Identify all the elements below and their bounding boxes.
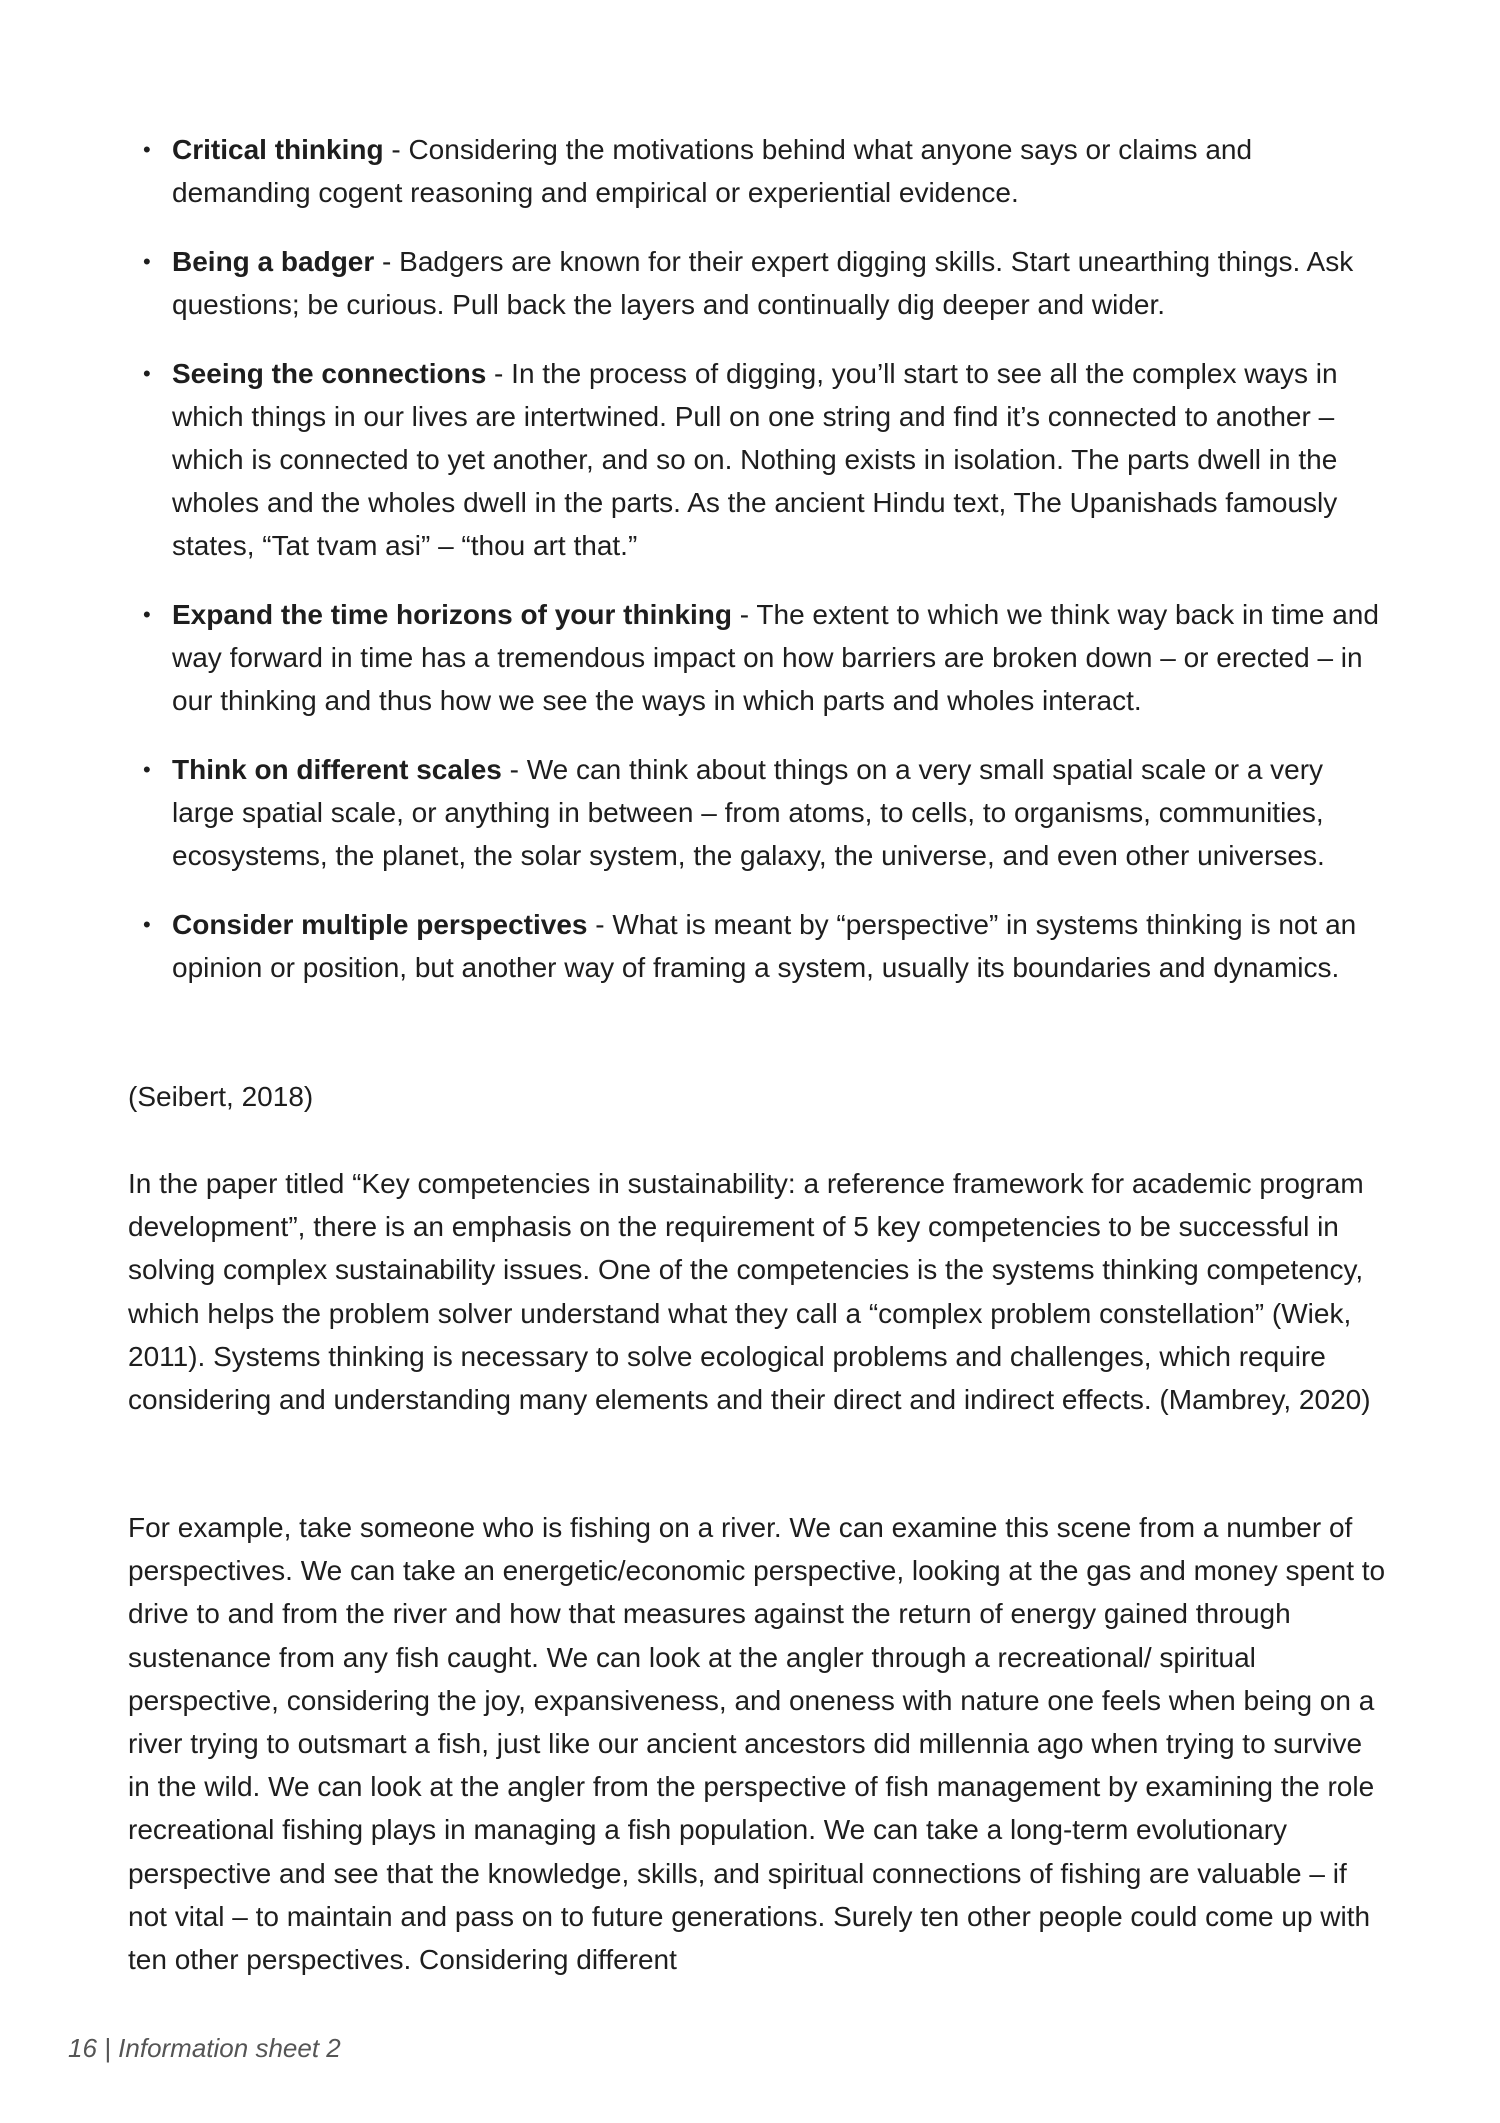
- bullet-icon: •: [143, 602, 151, 627]
- page-footer: [68, 2033, 341, 2064]
- citation: (Seibert, 2018): [128, 1081, 314, 1112]
- body-paragraph: In the paper titled “Key competencies in sustainability: a reference framework for academic program development”, there is an emphasis on the requirement of 5 key competencies to be successful in solving complex sustainability issues. One of the competencies is the systems thinking competency, which helps the problem solver understand what they call a “complex problem constellation” (Wiek, 2011). Systems thinking is necessary to solve ecological problems and challenges, which require considering and understanding many elements and their direct and indirect effects. (Mambrey, 2020): [128, 1168, 1371, 1416]
- bullet-icon: •: [143, 757, 151, 782]
- bullet-term: Being a badger: [172, 246, 375, 277]
- list-item: [143, 240, 1390, 326]
- bullet-text: - Considering the motivations behind what anyone says or claims and demanding cogent reasoning and empirical or experiential evidence.: [172, 134, 1253, 208]
- bullet-term: Critical thinking: [172, 134, 384, 165]
- bullet-text: - The extent to which we think way back in time and way forward in time has a tremendous impact on how barriers are broken down – or erected – in our thinking and thus how we see the ways in which parts and wholes interact.: [172, 599, 1379, 716]
- bullet-text: - In the process of digging, you’ll start to see all the complex ways in which things in our lives are intertwined. Pull on one string and find it’s connected to another – which is connected to yet another, and so on. Nothing exists in isolation. The parts dwell in the wholes and the wholes dwell in the parts. As the ancient Hindu text, The Upanishads famously states, “Tat tvam asi” – “thou art that.”: [172, 358, 1338, 561]
- list-item: [143, 593, 1390, 722]
- bullet-term: Seeing the connections: [172, 358, 487, 389]
- bullet-text: - Badgers are known for their expert digging skills. Start unearthing things. Ask questions; be curious. Pull back the layers and continually dig deeper and wider.: [172, 246, 1354, 320]
- footer-separator: |: [104, 2033, 111, 2063]
- bullet-text: - We can think about things on a very small spatial scale or a very large spatial scale, or anything in between – from atoms, to cells, to organisms, communities, ecosystems, the planet, the solar system, the galaxy, the universe, and even other universes.: [172, 754, 1325, 871]
- footer-section-title: Information sheet 2: [118, 2033, 341, 2063]
- bullet-text: - What is meant by “perspective” in systems thinking is not an opinion or position, but another way of framing a system, usually its boundaries and dynamics.: [172, 909, 1357, 983]
- body-paragraph: For example, take someone who is fishing on a river. We can examine this scene from a number of perspectives. We can take an energetic/economic perspective, looking at the gas and money spent to drive to and from the river and how that measures against the return of energy gained through sustenance from any fish caught. We can look at the angler through a recreational/ spiritual perspective, considering the joy, expansiveness, and oneness with nature one feels when being on a river trying to outsmart a fish, just like our ancient ancestors did millennia ago when trying to survive in the wild. We can look at the angler from the perspective of fish management by examining the role recreational fishing plays in managing a fish population. We can take a long-term evolutionary perspective and see that the knowledge, skills, and spiritual connections of fishing are valuable – if not vital – to maintain and pass on to future generations. Surely ten other people could come up with ten other perspectives. Considering different: [128, 1512, 1386, 1976]
- list-item: [143, 352, 1390, 567]
- bullet-icon: •: [143, 249, 151, 274]
- bullet-term: Think on different scales: [172, 754, 502, 785]
- bullet-icon: •: [143, 361, 151, 386]
- list-item: [143, 128, 1390, 214]
- bullet-list: [143, 128, 1390, 1015]
- bullet-icon: •: [143, 137, 151, 162]
- list-item: [143, 748, 1390, 877]
- bullet-icon: •: [143, 912, 151, 937]
- list-item: [143, 903, 1390, 989]
- bullet-term: Consider multiple perspectives: [172, 909, 588, 940]
- bullet-term: Expand the time horizons of your thinking: [172, 599, 733, 630]
- page-number: 16: [68, 2033, 97, 2063]
